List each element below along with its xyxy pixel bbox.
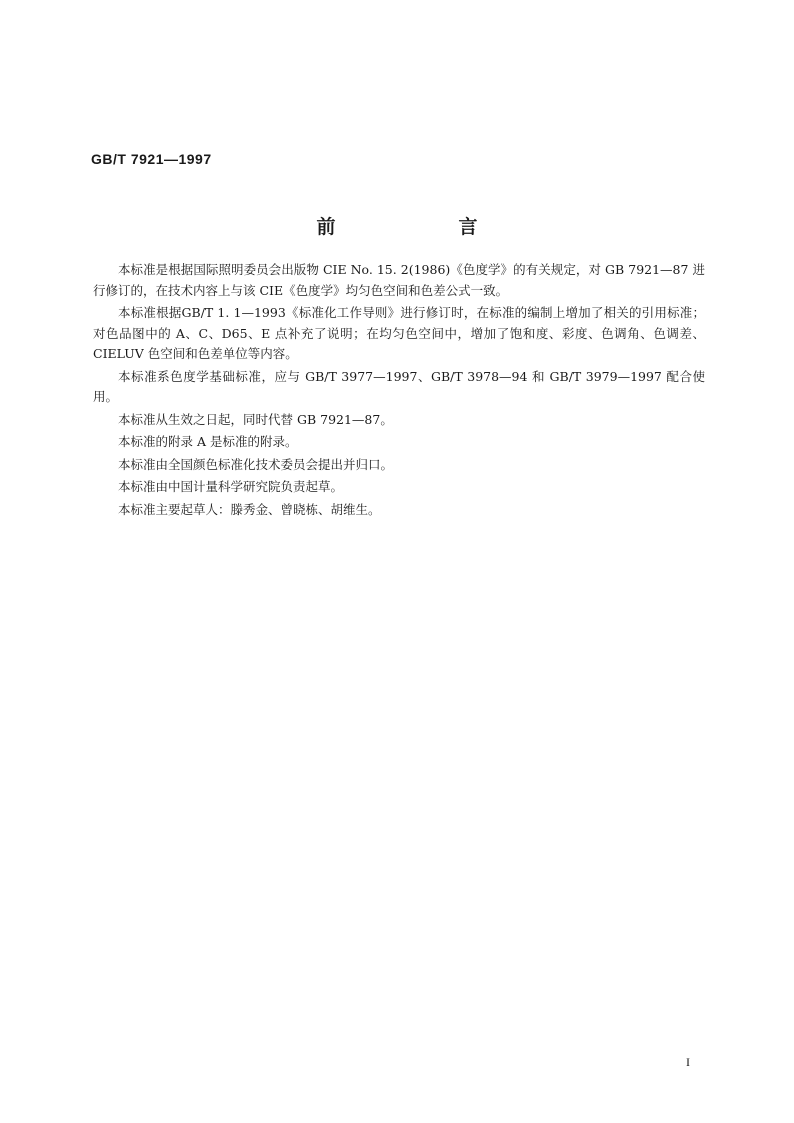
foreword-body: [93, 260, 705, 522]
foreword-paragraph: 本标准的附录 A 是标准的附录。: [118, 434, 298, 449]
foreword-paragraph: 本标准从生效之日起，同时代替 GB 7921—87。: [118, 411, 393, 427]
foreword-paragraph: 本标准主要起草人：滕秀金、曾晓栋、胡维生。: [118, 501, 381, 517]
page-title: 前 言: [316, 216, 530, 238]
foreword-paragraph: 本标准系色度学基础标准，应与 GB/T 3977—1997、GB/T 3978—94 和 GB/T 3979—1997 配合使用。: [93, 368, 705, 404]
foreword-paragraph: 本标准根据GB/T 1. 1—1993《标准化工作导则》进行修订时，在标准的编制上增加了相关的引用标准；对色品图中的 A、C、D65、E 点补充了说明；在均匀色空间中，增加了饱和度、彩度、色调角、色调差、CIELUV 色空间和色差单位等内容。: [93, 305, 705, 361]
page-number: I: [686, 1055, 690, 1069]
foreword-paragraph: 本标准由全国颜色标准化技术委员会提出并归口。: [118, 456, 394, 472]
foreword-paragraph: 本标准由中国计量科学研究院负责起草。: [118, 479, 344, 494]
foreword-paragraph: 本标准是根据国际照明委员会出版物 CIE No. 15. 2(1986)《色度学》的有关规定，对 GB 7921—87 进行修订的，在技术内容上与该 CIE《色度学》均匀色空间和色差公式一致。: [93, 262, 705, 298]
standard-code: GB/T 7921—1997: [91, 151, 212, 167]
